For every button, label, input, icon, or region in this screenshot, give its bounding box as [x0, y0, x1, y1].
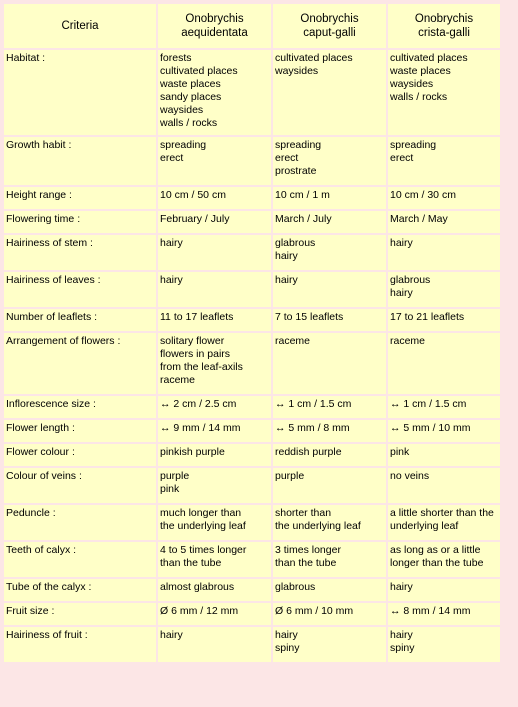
table-row	[4, 272, 500, 307]
value-line: shorter than	[275, 507, 332, 519]
value-line: Ø 6 mm / 12 mm	[160, 605, 239, 617]
value-cell	[158, 542, 271, 577]
value-line: 10 cm / 50 cm	[160, 189, 226, 201]
value-line: ↔ 5 mm / 8 mm	[275, 422, 350, 434]
value-cell	[158, 396, 271, 418]
value-line: erect	[160, 152, 184, 164]
value-line: 7 to 15 leaflets	[275, 311, 344, 323]
value-cell	[388, 505, 500, 540]
value-line: underlying leaf	[390, 520, 459, 532]
value-line: raceme	[275, 335, 311, 347]
value-cell	[273, 50, 386, 135]
criterion-label: Flowering time :	[4, 211, 156, 233]
value-cell	[388, 579, 500, 601]
value-line: 10 cm / 30 cm	[390, 189, 456, 201]
value-line: longer than the tube	[390, 557, 484, 569]
value-cell	[388, 444, 500, 466]
table-row	[4, 444, 500, 466]
value-line: hairy	[390, 287, 413, 299]
value-line: cultivated places	[390, 52, 468, 64]
value-cell	[273, 235, 386, 270]
value-cell	[388, 396, 500, 418]
value-cell	[158, 137, 271, 185]
value-line: pinkish purple	[160, 446, 225, 458]
value-cell	[388, 420, 500, 442]
value-cell	[273, 272, 386, 307]
value-line: spiny	[275, 642, 300, 654]
value-cell	[388, 542, 500, 577]
value-cell	[273, 579, 386, 601]
value-line: 11 to 17 leaflets	[160, 311, 234, 323]
criterion-label: Inflorescence size :	[4, 396, 156, 418]
table-row	[4, 187, 500, 209]
value-line: spiny	[390, 642, 415, 654]
value-line: hairy	[160, 237, 183, 249]
table-row	[4, 420, 500, 442]
value-cell	[273, 137, 386, 185]
value-line: much longer than	[160, 507, 242, 519]
value-cell	[273, 627, 386, 662]
criterion-label: Hairiness of leaves :	[4, 272, 156, 307]
value-line: waysides	[275, 65, 319, 77]
value-cell	[388, 137, 500, 185]
value-cell	[158, 50, 271, 135]
criterion-label: Growth habit :	[4, 137, 156, 185]
value-line: cultivated places	[275, 52, 353, 64]
value-line: hairy	[390, 237, 413, 249]
value-line: than the tube	[160, 557, 222, 569]
table-row	[4, 505, 500, 540]
value-line: no veins	[390, 470, 430, 482]
value-line: walls / rocks	[160, 117, 218, 129]
value-cell	[158, 627, 271, 662]
value-cell	[158, 235, 271, 270]
table-row	[4, 211, 500, 233]
value-line: 10 cm / 1 m	[275, 189, 330, 201]
value-line: forests	[160, 52, 192, 64]
value-line: a little shorter than the	[390, 507, 494, 519]
value-cell	[158, 333, 271, 394]
value-line: March / May	[390, 213, 448, 225]
value-line: than the tube	[275, 557, 337, 569]
value-line: waysides	[160, 104, 204, 116]
value-line: raceme	[390, 335, 426, 347]
value-line: walls / rocks	[390, 91, 448, 103]
criterion-label: Peduncle :	[4, 505, 156, 540]
value-cell	[158, 505, 271, 540]
value-cell	[273, 309, 386, 331]
value-line: hairy	[275, 274, 298, 286]
table-row	[4, 603, 500, 625]
table-row	[4, 542, 500, 577]
value-cell	[388, 468, 500, 503]
value-cell	[158, 309, 271, 331]
value-line: the underlying leaf	[275, 520, 361, 532]
value-cell	[388, 50, 500, 135]
value-cell	[388, 603, 500, 625]
value-line: ↔ 1 cm / 1.5 cm	[275, 398, 352, 410]
value-line: glabrous	[275, 237, 316, 249]
table-row	[4, 396, 500, 418]
table-row	[4, 309, 500, 331]
value-line: hairy	[160, 274, 183, 286]
value-line: reddish purple	[275, 446, 342, 458]
value-cell	[388, 187, 500, 209]
value-cell	[388, 333, 500, 394]
value-line: 4 to 5 times longer	[160, 544, 247, 556]
value-line: from the leaf-axils	[160, 361, 243, 373]
value-cell	[388, 211, 500, 233]
value-line: hairy	[390, 629, 413, 641]
value-cell	[273, 505, 386, 540]
criterion-label: Teeth of calyx :	[4, 542, 156, 577]
table-row	[4, 468, 500, 503]
header-row	[4, 4, 500, 48]
value-cell	[158, 420, 271, 442]
value-cell	[388, 627, 500, 662]
value-line: ↔ 5 mm / 10 mm	[390, 422, 471, 434]
value-cell	[388, 235, 500, 270]
value-line: February / July	[160, 213, 230, 225]
value-line: spreading	[390, 139, 437, 151]
species-header-aequidentata: Onobrychis aequidentata	[158, 4, 271, 48]
value-line: prostrate	[275, 165, 317, 177]
value-cell	[273, 444, 386, 466]
value-line: the underlying leaf	[160, 520, 246, 532]
value-line: solitary flower	[160, 335, 225, 347]
value-cell	[388, 272, 500, 307]
value-line: 17 to 21 leaflets	[390, 311, 465, 323]
value-cell	[273, 187, 386, 209]
criterion-label: Flower length :	[4, 420, 156, 442]
criteria-header: Criteria	[4, 4, 156, 48]
value-line: ↔ 9 mm / 14 mm	[160, 422, 241, 434]
value-line: sandy places	[160, 91, 222, 103]
value-cell	[158, 468, 271, 503]
value-line: pink	[160, 483, 180, 495]
value-line: glabrous	[275, 581, 316, 593]
value-line: purple	[160, 470, 190, 482]
value-line: ↔ 8 mm / 14 mm	[390, 605, 471, 617]
value-line: flowers in pairs	[160, 348, 231, 360]
value-line: Ø 6 mm / 10 mm	[275, 605, 354, 617]
criterion-label: Height range :	[4, 187, 156, 209]
value-cell	[158, 603, 271, 625]
value-line: glabrous	[390, 274, 431, 286]
value-cell	[158, 187, 271, 209]
value-cell	[158, 444, 271, 466]
criterion-label: Tube of the calyx :	[4, 579, 156, 601]
criterion-label: Arrangement of flowers :	[4, 333, 156, 394]
value-line: 3 times longer	[275, 544, 341, 556]
value-line: purple	[275, 470, 305, 482]
value-cell	[158, 579, 271, 601]
value-line: hairy	[275, 250, 298, 262]
value-line: waste places	[390, 65, 451, 77]
criterion-label: Hairiness of fruit :	[4, 627, 156, 662]
value-line: waste places	[160, 78, 221, 90]
value-line: hairy	[275, 629, 298, 641]
value-line: pink	[390, 446, 410, 458]
table-row	[4, 137, 500, 185]
value-cell	[273, 603, 386, 625]
value-line: ↔ 1 cm / 1.5 cm	[390, 398, 467, 410]
table-row	[4, 627, 500, 662]
value-line: raceme	[160, 374, 196, 386]
value-line: hairy	[160, 629, 183, 641]
value-line: waysides	[390, 78, 434, 90]
value-cell	[158, 272, 271, 307]
value-cell	[273, 420, 386, 442]
table-body	[4, 50, 500, 662]
value-cell	[273, 542, 386, 577]
criterion-label: Number of leaflets :	[4, 309, 156, 331]
criterion-label: Fruit size :	[4, 603, 156, 625]
value-cell	[273, 211, 386, 233]
species-header-caput-galli: Onobrychis caput-galli	[273, 4, 386, 48]
value-line: almost glabrous	[160, 581, 235, 593]
value-line: spreading	[160, 139, 207, 151]
value-cell	[158, 211, 271, 233]
species-header-crista-galli: Onobrychis crista-galli	[388, 4, 500, 48]
value-line: erect	[390, 152, 414, 164]
table-row	[4, 333, 500, 394]
value-line: ↔ 2 cm / 2.5 cm	[160, 398, 237, 410]
value-line: cultivated places	[160, 65, 238, 77]
value-line: erect	[275, 152, 299, 164]
value-line: spreading	[275, 139, 322, 151]
criterion-label: Habitat :	[4, 50, 156, 135]
table-row	[4, 235, 500, 270]
table-row	[4, 579, 500, 601]
value-cell	[388, 309, 500, 331]
criterion-label: Hairiness of stem :	[4, 235, 156, 270]
value-line: hairy	[390, 581, 413, 593]
criterion-label: Flower colour :	[4, 444, 156, 466]
value-line: March / July	[275, 213, 332, 225]
value-cell	[273, 396, 386, 418]
species-comparison-table	[2, 2, 502, 664]
value-cell	[273, 333, 386, 394]
value-line: as long as or a little	[390, 544, 481, 556]
criterion-label: Colour of veins :	[4, 468, 156, 503]
table-row	[4, 50, 500, 135]
value-cell	[273, 468, 386, 503]
